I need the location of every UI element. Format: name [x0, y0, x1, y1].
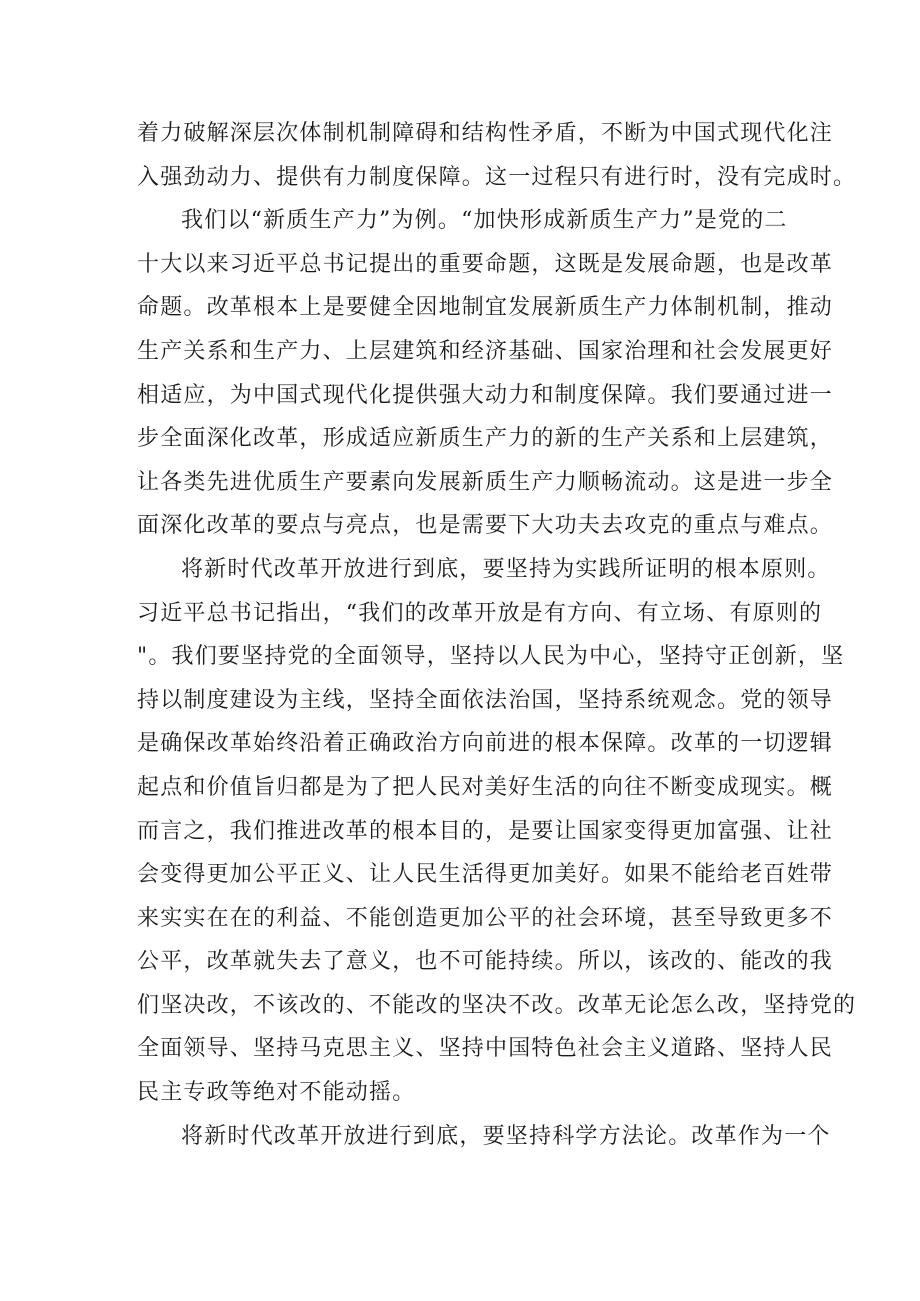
text-line: 起点和价值旨归都是为了把人民对美好生活的向往不断变成现实。概 [137, 774, 834, 800]
text-line: 是确保改革始终沿着正确政治方向前进的根本保障。改革的一切逻辑 [137, 731, 834, 757]
text-line: 命题。改革根本上是要健全因地制宜发展新质生产力体制机制，推动 [137, 295, 834, 321]
paragraph [137, 112, 857, 199]
text-line: 民主专政等绝对不能动摇。 [137, 1080, 416, 1106]
text-line: 将新时代改革开放进行到底，要坚持科学方法论。改革作为一个 [181, 1123, 831, 1149]
text-line: 我们以“新质生产力”为例。“加快形成新质生产力”是党的二 [181, 208, 788, 234]
text-line: 入强劲动力、提供有力制度保障。这一过程只有进行时，没有完成时。 [137, 164, 857, 190]
text-line: 相适应，为中国式现代化提供强大动力和制度保障。我们要通过进一 [137, 382, 834, 408]
text-line: 来实实在在的利益、不能创造更加公平的社会环境，甚至导致更多不 [137, 905, 834, 931]
text-line: 让各类先进优质生产要素向发展新质生产力顺畅流动。这是进一步全 [137, 469, 834, 495]
text-line: 面深化改革的要点与亮点，也是需要下大功夫去攻克的重点与难点。 [137, 513, 834, 539]
text-line: 们坚决改，不该改的、不能改的坚决不改。改革无论怎么改，坚持党的 [137, 992, 857, 1018]
paragraph [137, 199, 834, 548]
text-line: 公平，改革就失去了意义，也不可能持续。所以，该改的、能改的我 [137, 949, 834, 975]
text-line: 全面领导、坚持马克思主义、坚持中国特色社会主义道路、坚持人民 [137, 1036, 834, 1062]
paragraph [137, 1115, 831, 1159]
text-line: 将新时代改革开放进行到底，要坚持为实践所证明的根本原则。 [181, 556, 831, 582]
text-line: 步全面深化改革，形成适应新质生产力的新的生产关系和上层建筑， [137, 426, 834, 452]
paragraph [137, 548, 857, 1115]
text-line: 着力破解深层次体制机制障碍和结构性矛盾，不断为中国式现代化注 [137, 121, 834, 146]
text-line: 持以制度建设为主线，坚持全面依法治国，坚持系统观念。党的领导 [137, 687, 834, 713]
text-line: 而言之，我们推进改革的根本目的，是要让国家变得更加富强、让社 [137, 818, 834, 844]
text-line: 生产关系和生产力、上层建筑和经济基础、国家治理和社会发展更好 [137, 338, 834, 364]
text-line: "。我们要坚持党的全面领导，坚持以人民为中心，坚持守正创新，坚 [137, 644, 845, 670]
text-line: 会变得更加公平正义、让人民生活得更加美好。如果不能给老百姓带 [137, 862, 834, 888]
text-line: 习近平总书记指出，“我们的改革开放是有方向、有立场、有原则的 [137, 600, 823, 626]
document-body [137, 112, 857, 1158]
text-line: 十大以来习近平总书记提出的重要命题，这既是发展命题，也是改革 [137, 251, 834, 277]
